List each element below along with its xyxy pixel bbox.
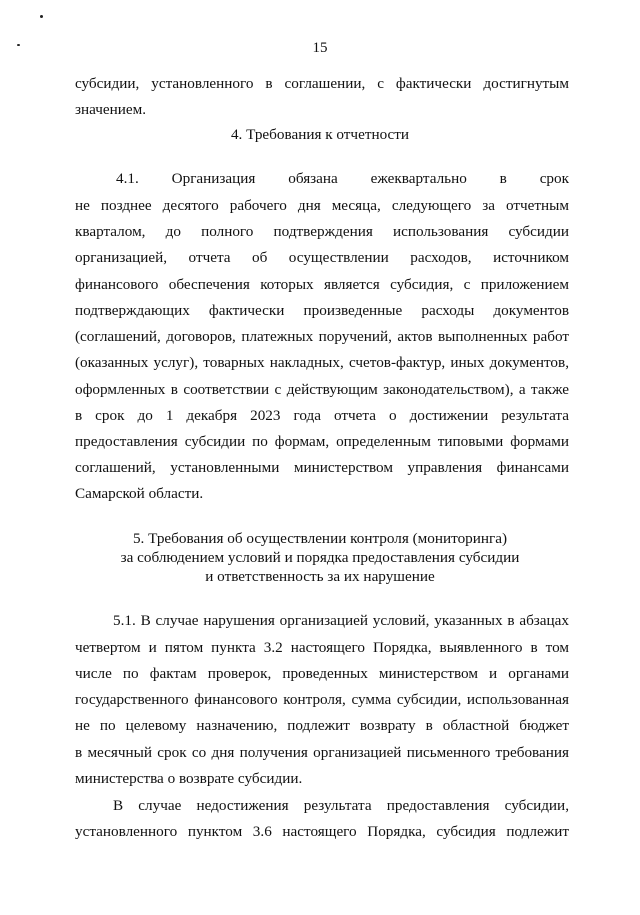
text-line: министерства о возврате субсидии.: [75, 770, 303, 787]
text-line: 5.1. В случае нарушения организацией условий, указанных в абзацах: [113, 612, 569, 629]
section-heading-line: 5. Требования об осуществлении контроля (мониторинга): [132, 530, 508, 547]
text-line: финансового обеспечения которых является субсидия, с приложением: [75, 276, 569, 293]
text-line: в срок до 1 декабря 2023 года отчета о достижении результата: [75, 407, 569, 424]
text-line: четвертом и пятом пункта 3.2 настоящего Порядка, выявленного в том: [75, 639, 569, 656]
text-line: (оказанных услуг), товарных накладных, счетов-фактур, иных документов,: [75, 354, 569, 371]
text-line: числе по фактам проверок, проведенных министерством и органами: [75, 665, 569, 682]
text-line: 4.1. Организация обязана ежеквартально в срок: [116, 170, 569, 187]
text-line: соглашений, установленными министерством управления финансами: [75, 459, 569, 476]
page-number: 15: [312, 40, 328, 56]
section-heading-line: за соблюдением условий и порядка предоставления субсидии: [120, 549, 520, 566]
section-heading-line: и ответственность за их нарушение: [205, 568, 435, 585]
text-line: в месячный срок со дня получения организацией письменного требования: [75, 744, 569, 761]
text-line: подтверждающих фактически произведенные расходы документов: [75, 302, 569, 319]
text-line: кварталом, до полного подтверждения использования субсидии: [75, 223, 569, 240]
text-line: не позднее десятого рабочего дня месяца, следующего за отчетным: [75, 197, 569, 214]
text-line: не по целевому назначению, подлежит возврату в областной бюджет: [75, 717, 569, 734]
text-line: (соглашений, договоров, платежных поручений, актов выполненных работ: [75, 328, 569, 345]
text-line: субсидии, установленного в соглашении, с фактически достигнутым: [75, 75, 569, 92]
scan-speck: [40, 15, 43, 18]
text-line: государственного финансового контроля, сумма субсидии, использованная: [75, 691, 569, 708]
text-line: Самарской области.: [75, 485, 204, 502]
text-line: предоставления субсидии по формам, определенным типовыми формами: [75, 433, 569, 450]
text-line: установленного пунктом 3.6 настоящего Порядка, субсидия подлежит: [75, 823, 569, 840]
text-line: В случае недостижения результата предоставления субсидии,: [113, 797, 569, 814]
section-heading: 4. Требования к отчетности: [230, 126, 410, 143]
text-line: оформленных в соответствии с действующим законодательством), а также: [75, 381, 569, 398]
text-line: организацией, отчета об осуществлении расходов, источником: [75, 249, 569, 266]
text-line: значением.: [75, 101, 147, 118]
